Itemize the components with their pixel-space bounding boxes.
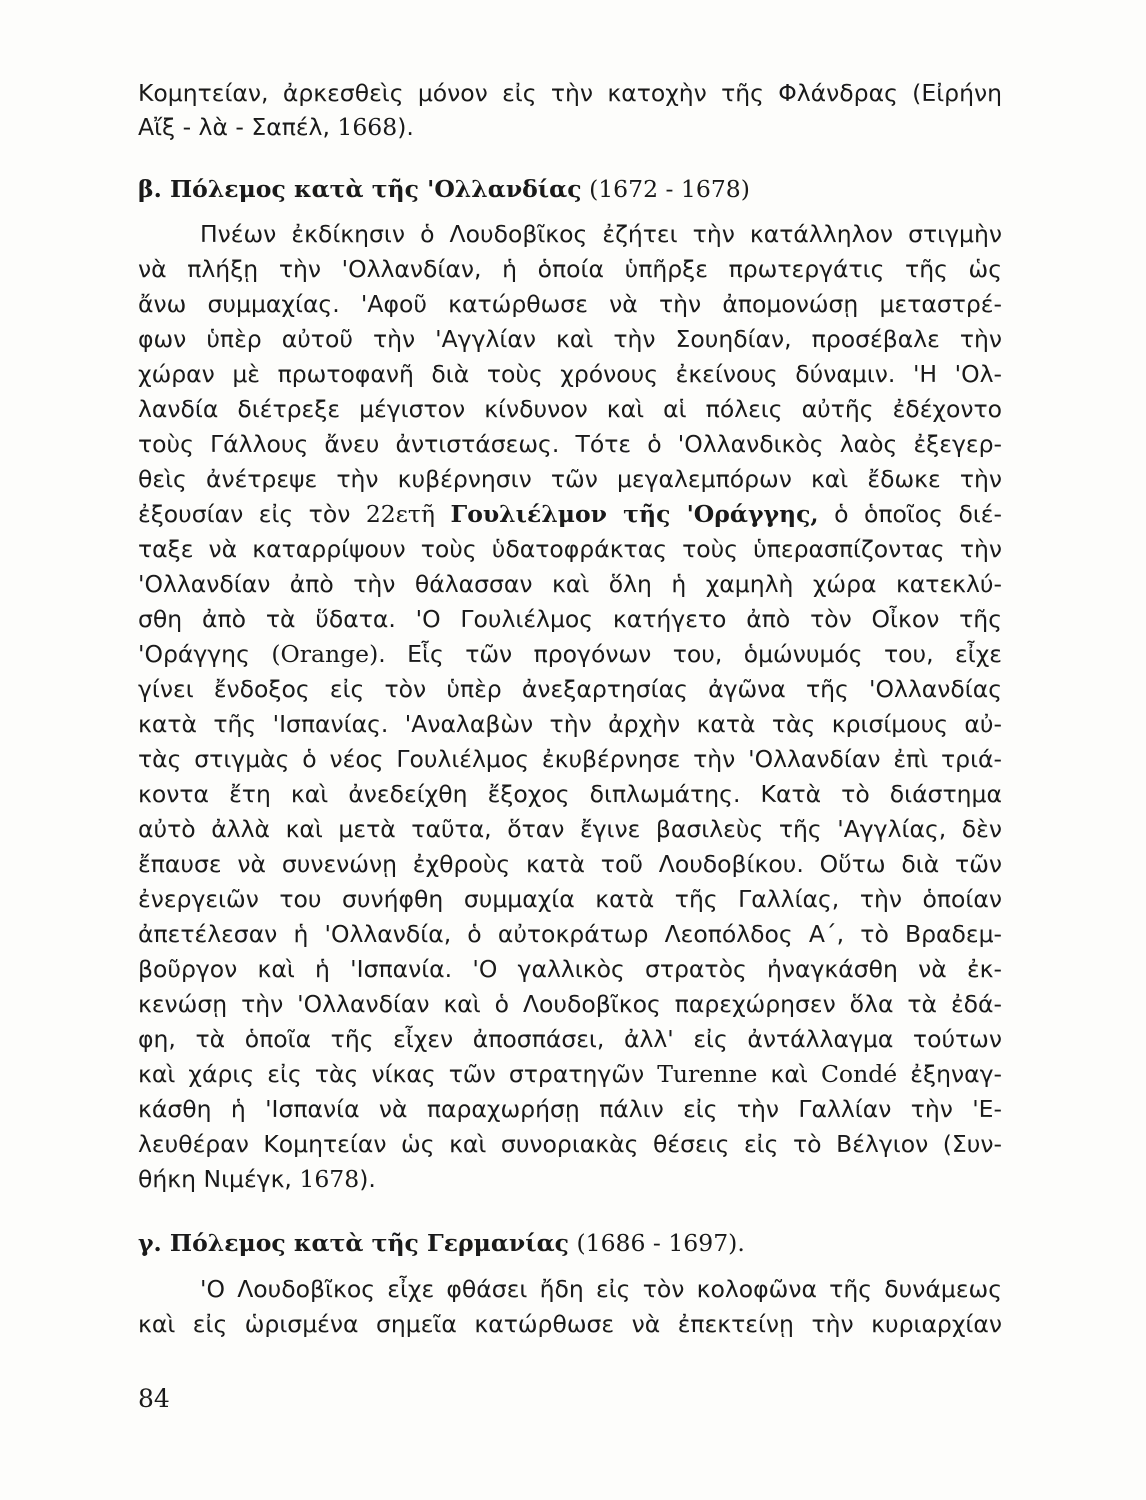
text-line: βοῦργον καὶ ἡ 'Ισπανία. 'Ο γαλλικὸς στρατὸς ἠναγκάσθη νὰ ἐκ- [138,955,1002,983]
text-line: τὰς στιγμὰς ὁ νέος Γουλιέλμος ἐκυβέρνησε τὴν 'Ολλανδίαν ἐπὶ τριά- [138,745,1002,773]
text-line: 'Ο Λουδοβῖκος εἶχε φθάσει ἤδη εἰς τὸν κολοφῶνα τῆς δυνάμεως [200,1275,1002,1303]
text-line: ἔπαυσε νὰ συνενώνῃ ἐχθροὺς κατὰ τοῦ Λουδοβίκου. Οὕτω διὰ τῶν [138,850,1002,878]
text-line: νὰ πλήξῃ τὴν 'Ολλανδίαν, ἡ ὁποία ὑπῆρξε πρωτεργάτις τῆς ὡς [138,255,1002,283]
text-line: καὶ χάρις εἰς τὰς νίκας τῶν στρατηγῶν Turenne καὶ Condé ἐξηναγ- [138,1060,1002,1088]
text-line: αὐτὸ ἀλλὰ καὶ μετὰ ταῦτα, ὅταν ἔγινε βασιλεὺς τῆς 'Αγγλίας, δὲν [138,815,1002,843]
text-line: Κομητείαν, ἀρκεσθεὶς μόνον εἰς τὴν κατοχὴν τῆς Φλάνδρας (Εἰρήνη [138,79,1002,107]
text-line: καὶ εἰς ὡρισμένα σημεῖα κατώρθωσε νὰ ἐπεκτείνῃ τὴν κυριαρχίαν [138,1310,1002,1338]
text-line: ταξε νὰ καταρρίψουν τοὺς ὑδατοφράκτας τοὺς ὑπερασπίζοντας τὴν [138,535,1002,563]
text-line: λανδία διέτρεξε μέγιστον κίνδυνον καὶ αἱ πόλεις αὐτῆς ἐδέχοντο [138,395,1002,423]
text-line: κάσθη ἡ 'Ισπανία νὰ παραχωρήσῃ πάλιν εἰς τὴν Γαλλίαν τὴν 'Ε- [138,1095,1002,1123]
text-line: ἀπετέλεσαν ἡ 'Ολλανδία, ὁ αὐτοκράτωρ Λεοπόλδος Α΄, τὸ Βραδεμ- [138,920,1002,948]
text-line: ἐνεργειῶν του συνήφθη συμμαχία κατὰ τῆς Γαλλίας, τὴν ὁποίαν [138,885,1002,913]
text-line: χώραν μὲ πρωτοφανῆ διὰ τοὺς χρόνους ἐκείνους δύναμιν. 'Η 'Ολ- [138,360,1002,388]
text-line: ἄνω συμμαχίας. 'Αφοῦ κατώρθωσε νὰ τὴν ἀπομονώσῃ μεταστρέ- [138,290,1002,318]
text-line: κοντα ἔτη καὶ ἀνεδείχθη ἔξοχος διπλωμάτης. Κατὰ τὸ διάστημα [138,780,1002,808]
page-number: 84 [138,1384,170,1413]
text-line: Αἴξ - λὰ - Σαπέλ, 1668). [138,113,414,141]
section-heading-germany-war: γ. Πόλεμος κατὰ τῆς Γερμανίας (1686 - 1697). [138,1229,745,1257]
text-line: γίνει ἔνδοξος εἰς τὸν ὑπὲρ ἀνεξαρτησίας ἀγῶνα τῆς 'Ολλανδίας [138,675,1002,703]
text-line: θήκη Νιμέγκ, 1678). [138,1165,376,1193]
text-line: κατὰ τῆς 'Ισπανίας. 'Αναλαβὼν τὴν ἀρχὴν κατὰ τὰς κρισίμους αὐ- [138,710,1002,738]
text-line: 'Οράγγης (Orange). Εἷς τῶν προγόνων του, ὁμώνυμός του, εἶχε [138,640,1002,668]
text-line: τοὺς Γάλλους ἄνευ ἀντιστάσεως. Τότε ὁ 'Ολλανδικὸς λαὸς ἐξεγερ- [138,430,1002,458]
text-line: ἐξουσίαν εἰς τὸν 22ετῆ Γουλιέλμον τῆς 'Οράγγης, ὁ ὁποῖος διέ- [138,500,1002,528]
text-line: φων ὑπὲρ αὐτοῦ τὴν 'Αγγλίαν καὶ τὴν Σουηδίαν, προσέβαλε τὴν [138,325,1002,353]
text-line: λευθέραν Κομητείαν ὡς καὶ συνοριακὰς θέσεις εἰς τὸ Βέλγιον (Συν- [138,1130,1002,1158]
text-line: θεὶς ἀνέτρεψε τὴν κυβέρνησιν τῶν μεγαλεμπόρων καὶ ἔδωκε τὴν [138,465,1002,493]
section-heading-holland-war: β. Πόλεμος κατὰ τῆς 'Ολλανδίας (1672 - 1678) [138,175,750,203]
text-line: Πνέων ἐκδίκησιν ὁ Λουδοβῖκος ἐζήτει τὴν κατάλληλον στιγμὴν [200,220,1002,248]
text-line: κενώσῃ τὴν 'Ολλανδίαν καὶ ὁ Λουδοβῖκος παρεχώρησεν ὅλα τὰ ἐδά- [138,990,1002,1018]
text-line: σθη ἀπὸ τὰ ὕδατα. 'Ο Γουλιέλμος κατήγετο ἀπὸ τὸν Οἶκον τῆς [138,605,1002,633]
text-line: φη, τὰ ὁποῖα τῆς εἶχεν ἀποσπάσει, ἀλλ' εἰς ἀντάλλαγμα τούτων [138,1025,1002,1053]
text-line: 'Ολλανδίαν ἀπὸ τὴν θάλασσαν καὶ ὅλη ἡ χαμηλὴ χώρα κατεκλύ- [138,570,1002,598]
